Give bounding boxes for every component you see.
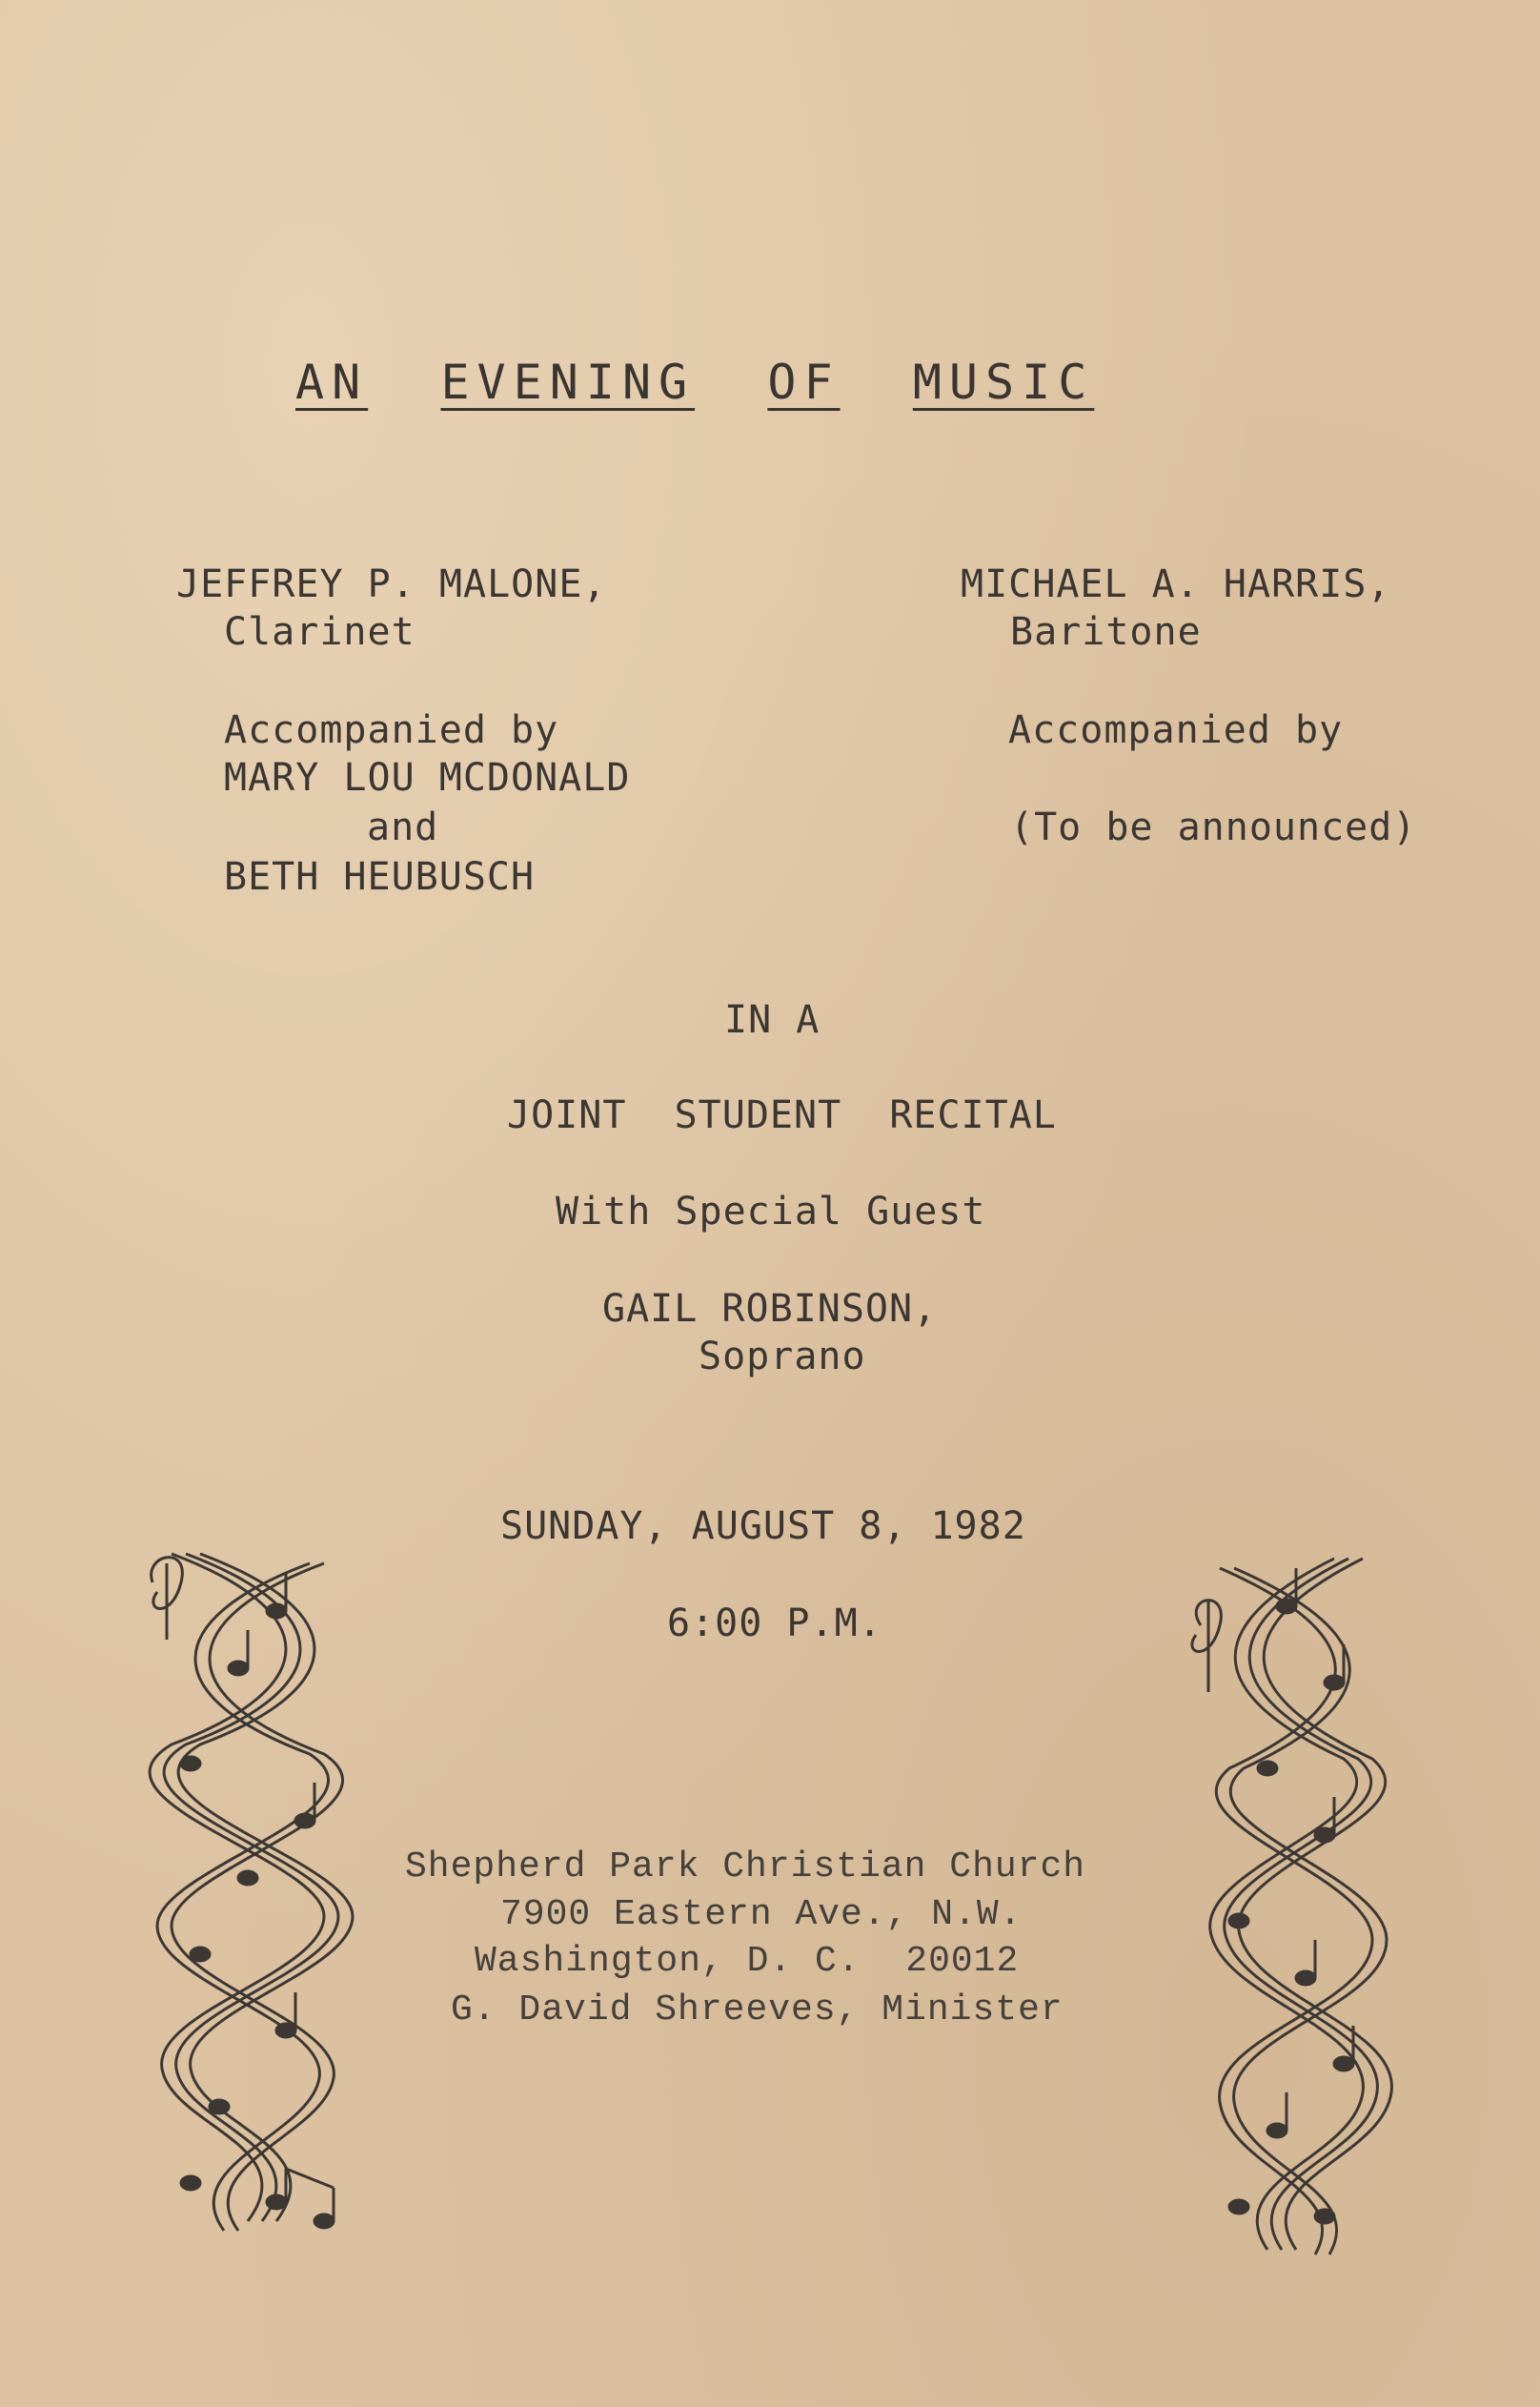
- event-recital: JOINT STUDENT RECITAL: [507, 1093, 1057, 1137]
- event-guest-voice: Soprano: [699, 1335, 866, 1378]
- title-word-an: AN: [295, 355, 369, 410]
- music-staff-ornament-left-icon: [133, 1535, 372, 2250]
- event-guest-intro: With Special Guest: [556, 1190, 986, 1234]
- event-date: SUNDAY, AUGUST 8, 1982: [500, 1504, 1026, 1548]
- performer-right-accompanist: (To be announced): [1010, 806, 1417, 849]
- performer-left-accompanist-1: MARY LOU MCDONALD: [224, 756, 631, 800]
- title-word-evening: EVENING: [440, 355, 696, 410]
- event-in-a: IN A: [724, 998, 821, 1042]
- venue-street: 7900 Eastern Ave., N.W.: [500, 1894, 1023, 1935]
- event-guest-name: GAIL ROBINSON,: [602, 1287, 938, 1331]
- performer-left-instrument: Clarinet: [224, 610, 415, 654]
- performer-right-instrument: Baritone: [1010, 610, 1202, 654]
- performer-right-accompanied-label: Accompanied by: [1008, 708, 1344, 752]
- title-word-music: MUSIC: [912, 355, 1095, 410]
- performer-left-accompanist-2: BETH HEUBUSCH: [224, 855, 536, 899]
- performer-right-name: MICHAEL A. HARRIS,: [961, 562, 1391, 606]
- event-time: 6:00 P.M.: [667, 1601, 882, 1645]
- performer-left-accompanied-label: Accompanied by: [224, 708, 559, 752]
- performer-left-conjunction: and: [367, 806, 439, 849]
- venue-city: Washington, D. C. 20012: [475, 1941, 1020, 1982]
- venue-minister: G. David Shreeves, Minister: [451, 1989, 1064, 2030]
- program-title: [295, 355, 1094, 410]
- venue-name: Shepherd Park Christian Church: [405, 1846, 1086, 1887]
- performer-left-name: JEFFREY P. MALONE,: [176, 562, 607, 606]
- title-word-of: OF: [767, 355, 841, 410]
- music-staff-ornament-right-icon: [1182, 1549, 1401, 2259]
